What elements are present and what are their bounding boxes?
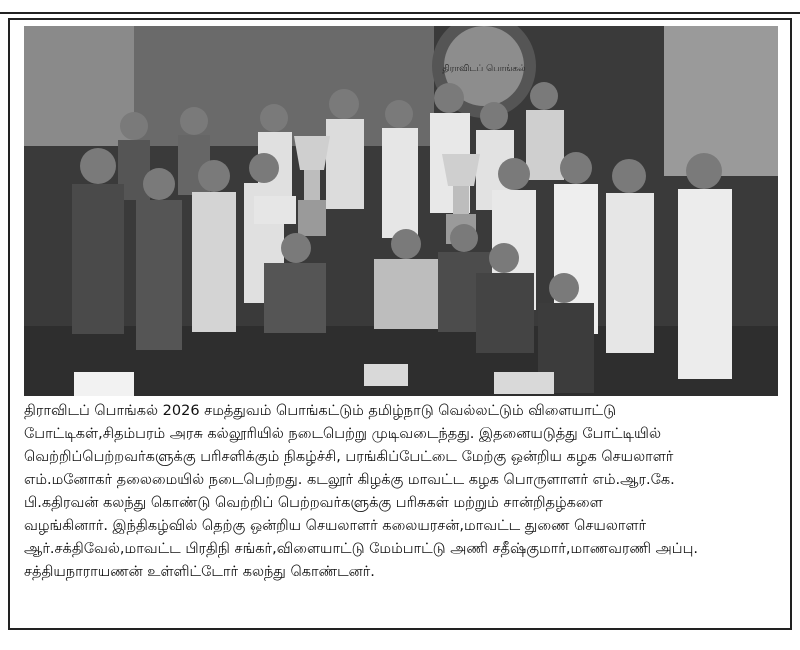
certificate xyxy=(494,372,554,394)
certificate xyxy=(74,372,134,396)
top-rule xyxy=(0,0,800,14)
caption-line: போட்டிகள்,சிதம்பரம் அரசு கல்லூரியில் நடைபெற்று முடிவடைந்தது. இதனையடுத்து போட்டியில் xyxy=(24,426,661,442)
caption-line: எம்.மனோகர் தலைமையில் நடைபெற்றது. கடலூர் கிழக்கு மாவட்ட கழக பொருளாளர் எம்.ஆர.கே. xyxy=(24,472,675,488)
caption-line: வெற்றிப்பெற்றவர்களுக்கு பரிசளிக்கும் நிகழ்ச்சி, பரங்கிப்பேட்டை மேற்கு ஒன்றிய கழக செயலாளர் xyxy=(24,449,674,465)
banner-text: திராவிடப் பொங்கல் xyxy=(442,64,526,74)
news-clipping xyxy=(8,18,792,630)
caption-line: பி.கதிரவன் கலந்து கொண்டு வெற்றிப் பெற்றவர்களுக்கு பரிசுகள் மற்றும் சான்றிதழ்களை xyxy=(24,495,603,511)
group-photo-illustration xyxy=(24,26,778,396)
caption-line: வழங்கினார். இந்திகழ்வில் தெற்கு ஒன்றிய செயலாளர் கலையரசன்,மாவட்ட துணை செயலாளர் xyxy=(24,518,647,534)
caption-line: ஆர்.சக்திவேல்,மாவட்ட பிரதிநி சங்கர்,விளையாட்டு மேம்பாட்டு அணி சதீஷ்குமார்,மாணவரணி அப்பு. xyxy=(24,541,698,557)
certificate xyxy=(364,364,408,386)
photo-caption xyxy=(24,400,778,584)
caption-line: சத்தியநாராயணன் உள்ளிட்டோர் கலந்து கொண்டனர். xyxy=(24,564,375,580)
certificate xyxy=(254,196,296,224)
caption-line: திராவிடப் பொங்கல் 2026 சமத்துவம் பொங்கட்டும் தமிழ்நாடு வெல்லட்டும் விளையாட்டு xyxy=(24,403,617,419)
event-photo xyxy=(24,26,778,396)
